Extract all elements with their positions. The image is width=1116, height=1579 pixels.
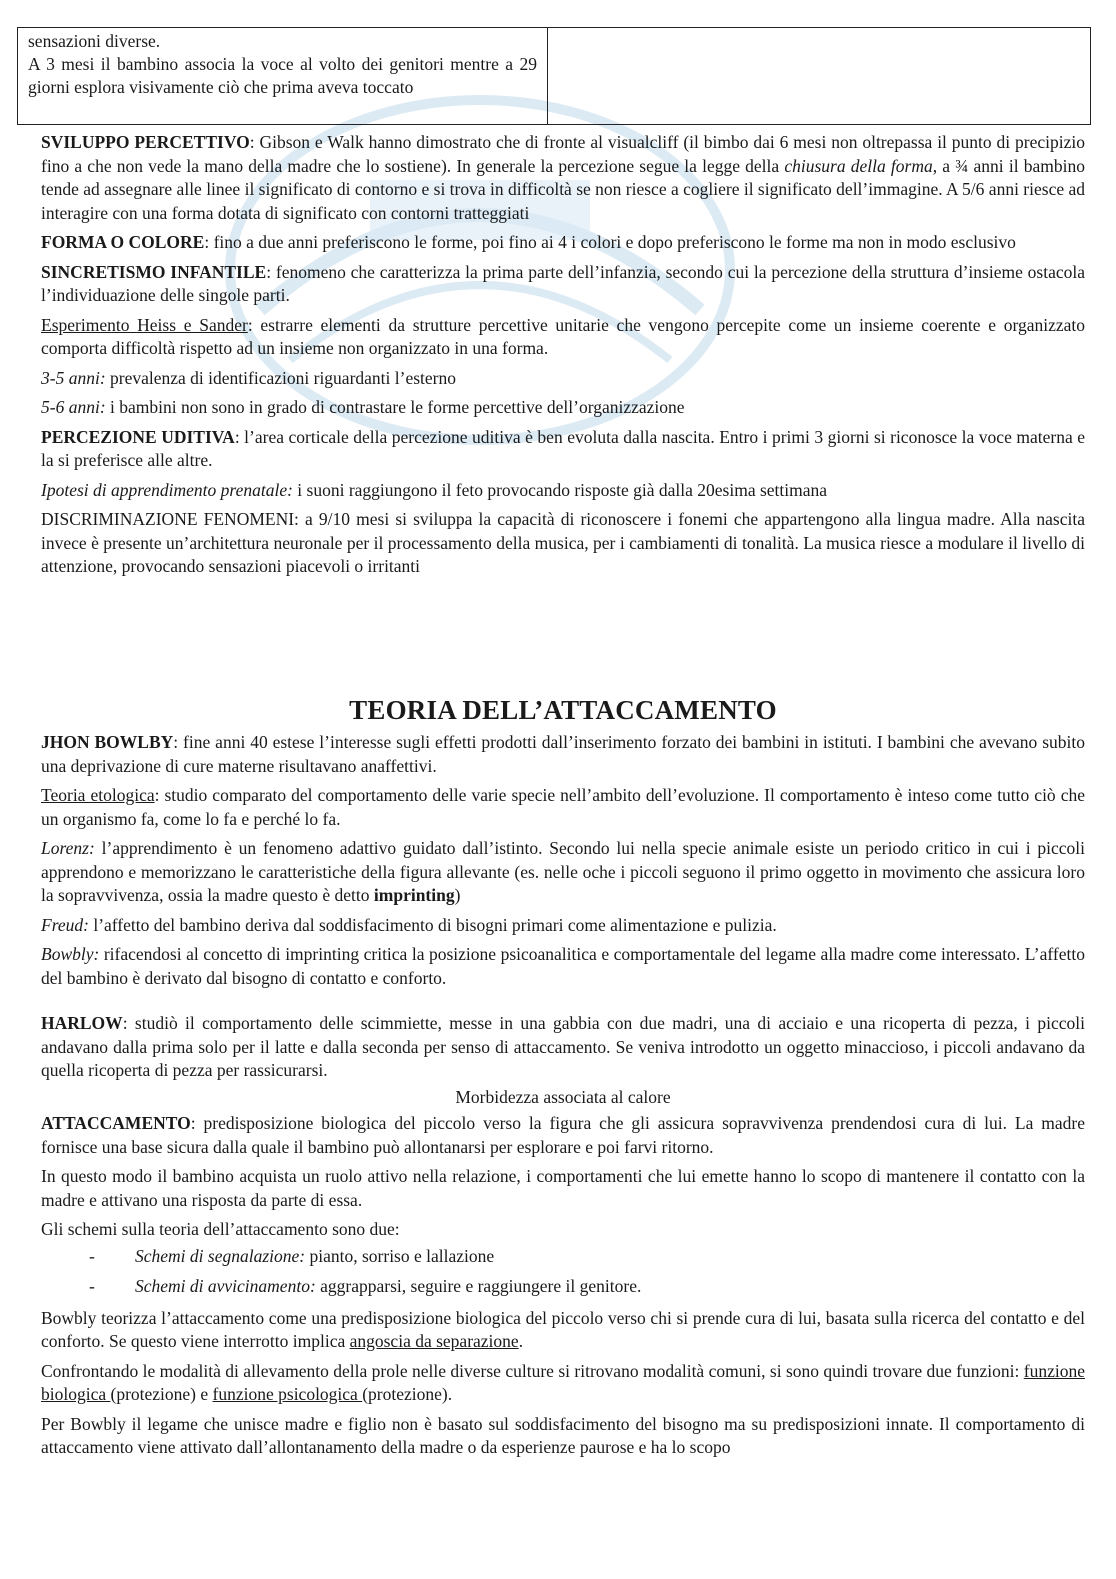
list-item: [41, 1275, 1085, 1299]
paragraph-eta-5-6: [41, 396, 1085, 420]
term: FORMA O COLORE: [41, 232, 205, 252]
paragraph-teorizza: [41, 1307, 1085, 1354]
term: Bowbly:: [41, 944, 100, 964]
term: SINCRETISMO INFANTILE: [41, 261, 267, 282]
paragraph-sincretismo: [41, 261, 1085, 308]
text: rifacendosi al concetto di imprinting critica la posizione psicoanalitica e comportamentale del legame alla madre come interessato. L’affetto del bambino è derivato dal bisogno di contatto e conforto.: [41, 944, 1085, 988]
text: i suoni raggiungono il feto provocando risposte già dalla 20esima settimana: [292, 479, 828, 500]
term: 5-6 anni:: [41, 397, 106, 417]
paragraph-teoria-etologica: [41, 784, 1085, 831]
paragraph-schemi-intro: Gli schemi sulla teoria dell’attaccamento sono due:: [41, 1219, 400, 1239]
paragraph-ruolo: In questo modo il bambino acquista un ruolo attivo nella relazione, i comportamenti che lui emette hanno lo scopo di mantenere il contatto con la madre e attivano una risposta da parte di essa.: [41, 1166, 1085, 1210]
table-line: A 3 mesi il bambino associa la voce al volto dei genitori mentre a 29 giorni esplora visivamente ciò che prima aveva toccato: [28, 54, 537, 97]
text: prevalenza di identificazioni riguardanti l’esterno: [105, 367, 456, 388]
term: SVILUPPO PERCETTIVO: [41, 132, 250, 152]
term: PERCEZIONE UDITIVA: [41, 426, 235, 447]
text: l’apprendimento è un fenomeno adattivo guidato dall’istinto. Secondo lui nella specie animale esiste un periodo critico in cui i piccoli apprendono e memorizzano le caratteristiche della figura allevante (es. nelle oche i piccoli seguono il primo oggetto in movimento che assicura loro la sopravvivenza, ossia la madre questo è detto: [41, 838, 1085, 905]
paragraph-bowbly: [41, 943, 1085, 990]
paragraph-freud: [41, 914, 1085, 938]
term: 3-5 anni:: [41, 367, 106, 388]
paragraph-esperimento: [41, 314, 1085, 361]
text: : estrarre elementi da strutture percettive unitarie che vengono percepite come un insieme coerente e organizzato comporta difficoltà rispetto ad un insieme non organizzato in una forma.: [41, 314, 1086, 358]
text: : studiò il comportamento delle scimmiette, messe in una gabbia con due madri, una di acciaio e una ricoperta di pezza, i piccoli andavano dalla prima solo per il latte e dalla seconda per senso di attaccamento. Se veniva introdotto un oggetto minaccioso, i piccoli andavano da quella ricoperta di pezza per rassicurarsi.: [41, 1013, 1085, 1080]
text: Bowbly teorizza l’attaccamento come una predisposizione biologica del piccolo verso chi si prende cura di lui, basata sulla ricerca del contatto e del conforto. Se questo viene interrotto implica: [41, 1307, 1085, 1351]
bullet-dash: -: [89, 1276, 95, 1296]
paragraph-percezione-uditiva: [41, 426, 1085, 473]
paragraph-lorenz: [41, 837, 1085, 908]
bold-term: imprinting: [373, 885, 455, 905]
paragraph-eta-3-5: [41, 367, 1085, 391]
table-cell-right: [548, 28, 1090, 124]
caption-morbidezza: Morbidezza associata al calore: [455, 1086, 671, 1107]
text: Confrontando le modalità di allevamento della prole nelle diverse culture si ritrovano modalità comuni, si sono quindi trovare due funzioni:: [41, 1360, 1024, 1381]
continued-table: [17, 27, 1091, 125]
text: : fine anni 40 estese l’interesse sugli effetti prodotti dall’inserimento forzato dei bambini in istituti. I bambini che avevano subito una deprivazione di cure materne risultavano anaffettivi.: [41, 732, 1085, 776]
term: Esperimento Heiss e Sander: [41, 314, 248, 335]
term: Teoria etologica: [41, 785, 155, 805]
text: l’affetto del bambino deriva dal soddisfacimento di bisogni primari come alimentazione e pulizia.: [88, 914, 777, 935]
text: .: [518, 1331, 524, 1351]
text: : fenomeno che caratterizza la prima parte dell’infanzia, secondo cui la percezione della struttura d’insieme ostacola l’individuazione delle singole parti.: [41, 261, 1085, 305]
text: : predisposizione biologica del piccolo verso la figura che gli assicura sopravvivenza prendendosi cura di lui. La madre fornisce una base sicura dalla quale il bambino può allontanarsi per esplorare e poi farvi ritorno.: [41, 1113, 1085, 1157]
text: ): [454, 885, 461, 905]
underlined-term: funzione psicologica: [212, 1384, 363, 1404]
attachment-section: [41, 693, 1085, 1466]
paragraph-forma-colore: [41, 231, 1085, 255]
list-item: [41, 1245, 1085, 1269]
underlined-term: angoscia da separazione: [349, 1331, 519, 1351]
paragraph-attaccamento: [41, 1112, 1085, 1159]
perception-section: [41, 131, 1085, 585]
table-cell-left: [18, 28, 548, 124]
text: , a ¾ anni il bambino tende ad assegnare alle linee il significato di contorno e si trova in difficoltà se non riesce a cogliere il significato dell’immagine. A 5/6 anni riesce ad interagire con una forma dotata di significato con contorni tratteggiati: [41, 155, 1085, 223]
term: Ipotesi di apprendimento prenatale:: [41, 479, 293, 500]
term: Lorenz:: [41, 838, 95, 858]
term: Schemi di avvicinamento:: [135, 1276, 316, 1296]
text: aggrapparsi, seguire e raggiungere il genitore.: [315, 1276, 642, 1296]
text: pianto, sorriso e lallazione: [305, 1245, 495, 1266]
text: : fino a due anni preferiscono le forme, poi fino ai 4 i colori e dopo preferiscono le forme ma non in modo esclusivo: [204, 232, 1016, 252]
term: Schemi di segnalazione:: [135, 1245, 306, 1266]
bullet-dash: -: [89, 1245, 95, 1266]
text: DISCRIMINAZIONE FENOMENI: a 9/10 mesi si sviluppa la capacità di riconoscere i fonemi che appartengono alla lingua madre. Alla nascita invece è presente un’architettura neuronale per il processamento della musica, per i cambiamenti di tonalità. La musica riesce a modulare il livello di attenzione, provocando sensazioni piacevoli o irritanti: [41, 509, 1085, 576]
paragraph-harlow: [41, 1012, 1085, 1083]
table-line: sensazioni diverse.: [28, 31, 161, 51]
schemi-list: [41, 1245, 1085, 1299]
paragraph-bowlby: [41, 731, 1085, 778]
text: (protezione).: [362, 1384, 453, 1404]
paragraph-legame: Per Bowbly il legame che unisce madre e figlio non è basato sul soddisfacimento del bisogno ma su predisposizioni innate. Il comportamento di attaccamento viene attivato dall’allontanamento della madre o da esperienze paurose e ha lo scopo: [41, 1413, 1085, 1457]
term: HARLOW: [41, 1013, 123, 1033]
paragraph-sviluppo-percettivo: [41, 131, 1085, 225]
text: : Gibson e Walk hanno dimostrato che di fronte al visualcliff (il bimbo dai 6 mesi non oltrepassa il punto di precipizio fino a che non vede la mano della madre che lo sostiene). In generale la percezione segue la legge della: [41, 132, 1085, 176]
emphasis: chiusura della forma: [784, 155, 933, 176]
term: JHON BOWLBY: [41, 732, 174, 752]
text: : studio comparato del comportamento delle varie specie nell’ambito dell’evoluzione. Il comportamento è inteso come tutto ciò che un organismo fa, come lo fa e perché lo fa.: [41, 785, 1085, 829]
paragraph-confronto: [41, 1360, 1085, 1407]
term: ATTACCAMENTO: [41, 1113, 191, 1133]
underlined-term: funzione biologica: [41, 1360, 1085, 1404]
section-title: TEORIA DELL’ATTACCAMENTO: [349, 695, 777, 725]
paragraph-discriminazione: [41, 508, 1085, 579]
term: Freud:: [41, 914, 89, 935]
text: i bambini non sono in grado di contrastare le forme percettive dell’organizzazione: [105, 397, 685, 417]
text: (protezione) e: [110, 1384, 213, 1404]
text: : l’area corticale della percezione uditiva è ben evoluta dalla nascita. Entro i primi 3 giorni si riconosce la voce materna e la si preferisce alle altre.: [41, 426, 1085, 470]
paragraph-ipotesi: [41, 479, 1085, 503]
